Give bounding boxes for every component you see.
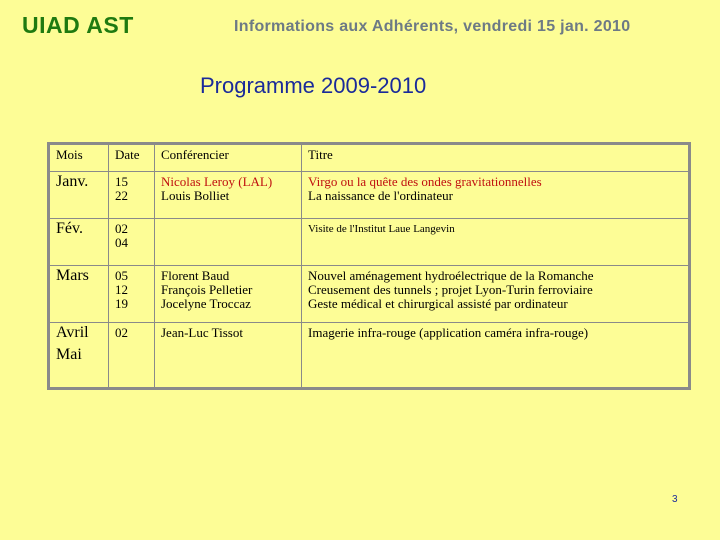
titre-item: Visite de l'Institut Laue Langevin <box>308 223 455 235</box>
date-item: 12 <box>115 282 128 297</box>
date-item: 02 <box>115 325 128 340</box>
date-item: 22 <box>115 188 128 203</box>
date-item: 02 <box>115 221 128 236</box>
column-header-mois: Mois <box>49 144 109 172</box>
cell-mois: Fév. <box>49 219 109 266</box>
conferencier-item: Louis Bolliet <box>161 188 230 203</box>
cell-conferenciers <box>155 219 302 266</box>
conferencier-item: Jocelyne Troccaz <box>161 296 251 311</box>
conferencier-item: Florent Baud <box>161 268 230 283</box>
column-header-titre: Titre <box>302 144 690 172</box>
titre-item: Nouvel aménagement hydroélectrique de la Romanche <box>308 268 594 283</box>
table-row-avril-mai <box>49 323 690 389</box>
cell-titres <box>302 172 690 219</box>
date-item: 05 <box>115 268 128 283</box>
cell-titres <box>302 219 690 266</box>
titre-item: Imagerie infra-rouge (application caméra infra-rouge) <box>308 325 589 340</box>
table-header-row <box>49 144 690 172</box>
cell-mois <box>49 323 109 389</box>
conferencier-item: François Pelletier <box>161 282 253 297</box>
page-number: 3 <box>672 494 678 505</box>
cell-titres <box>302 266 690 323</box>
table-row-mars <box>49 266 690 323</box>
column-header-date: Date <box>109 144 155 172</box>
program-table <box>47 142 691 390</box>
titre-item: Geste médical et chirurgical assisté par ordinateur <box>308 296 568 311</box>
date-item: 04 <box>115 235 128 250</box>
cell-mois: Janv. <box>49 172 109 219</box>
mois-item: Avril <box>56 324 89 341</box>
cell-titres <box>302 323 690 389</box>
table-row-fev <box>49 219 690 266</box>
cell-dates <box>109 323 155 389</box>
titre-item: La naissance de l'ordinateur <box>308 188 453 203</box>
cell-conferenciers <box>155 323 302 389</box>
header-info: Informations aux Adhérents, vendredi 15 jan. 2010 <box>234 18 631 35</box>
date-item: 19 <box>115 296 128 311</box>
conferencier-item: Nicolas Leroy (LAL) <box>161 174 273 189</box>
titre-item: Virgo ou la quête des ondes gravitationnelles <box>308 174 542 189</box>
brand-logo-text: UIAD AST <box>22 12 134 38</box>
table-row-janv <box>49 172 690 219</box>
cell-dates <box>109 172 155 219</box>
column-header-conferencier: Conférencier <box>155 144 302 172</box>
conferencier-item: Jean-Luc Tissot <box>161 325 243 340</box>
cell-conferenciers <box>155 266 302 323</box>
page-title: Programme 2009-2010 <box>200 73 427 98</box>
cell-conferenciers <box>155 172 302 219</box>
mois-item: Mai <box>56 346 82 363</box>
cell-mois: Mars <box>49 266 109 323</box>
cell-dates <box>109 266 155 323</box>
titre-item: Creusement des tunnels ; projet Lyon-Turin ferroviaire <box>308 282 593 297</box>
date-item: 15 <box>115 174 128 189</box>
cell-dates <box>109 219 155 266</box>
